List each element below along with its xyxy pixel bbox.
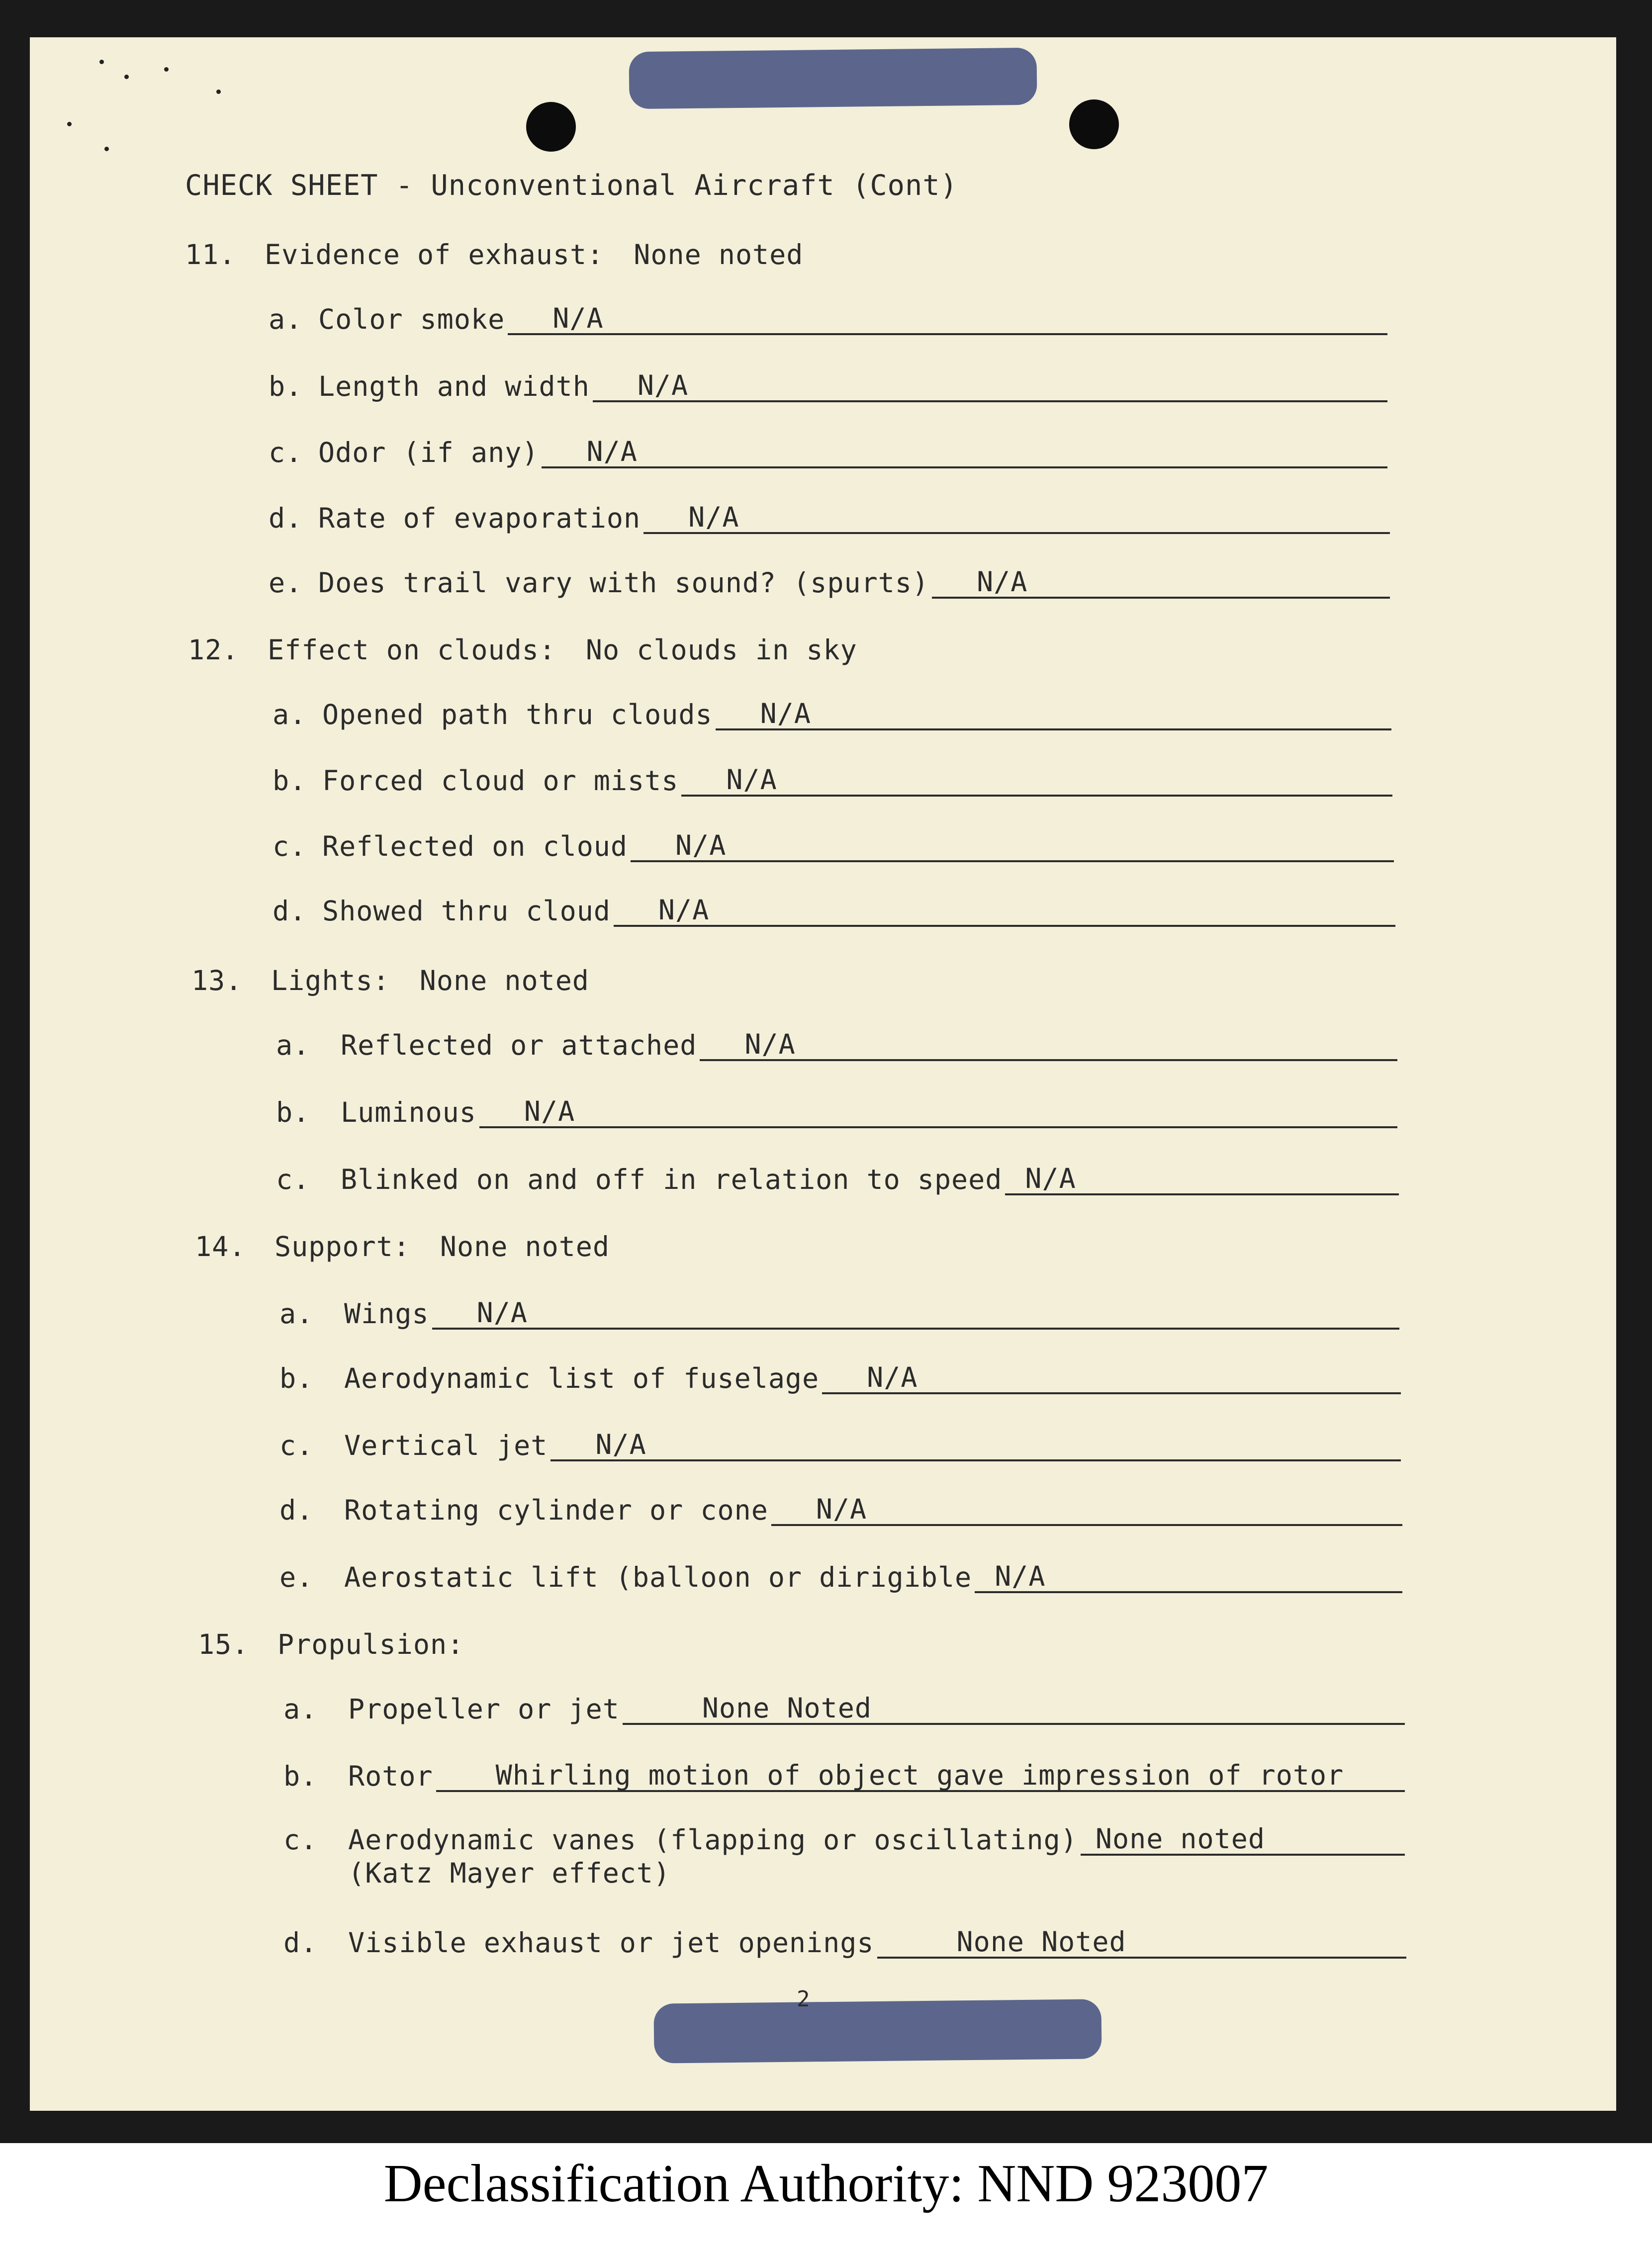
section-label: Evidence of exhaust: bbox=[265, 239, 604, 270]
section-number: 12. bbox=[188, 634, 239, 666]
field-value: N/A bbox=[479, 1098, 1397, 1128]
punch-hole-left bbox=[526, 102, 576, 152]
field-letter: a. bbox=[276, 1029, 310, 1061]
field-letter: c. bbox=[283, 1824, 318, 1856]
section-13-heading bbox=[191, 965, 589, 996]
field-letter: c. bbox=[269, 437, 303, 468]
field-value: None Noted bbox=[623, 1695, 1405, 1725]
document-page bbox=[30, 37, 1616, 2111]
field-label: Aerodynamic vanes (flapping or oscillating) bbox=[348, 1824, 1078, 1856]
field-letter: e. bbox=[279, 1561, 314, 1593]
field-label: Length and width bbox=[318, 370, 590, 402]
field-value: None Noted bbox=[877, 1928, 1407, 1959]
redaction-mark-bottom bbox=[653, 1999, 1101, 2063]
section-12-heading bbox=[188, 634, 857, 666]
section-label: Propulsion: bbox=[277, 1628, 464, 1660]
field-label: Propeller or jet bbox=[348, 1693, 620, 1725]
field-letter: a. bbox=[279, 1298, 314, 1330]
field-value: N/A bbox=[1005, 1165, 1399, 1195]
field-value: None noted bbox=[1081, 1825, 1405, 1856]
field-label: Forced cloud or mists bbox=[322, 765, 679, 797]
field-value: N/A bbox=[614, 897, 1395, 927]
form-field-12a bbox=[273, 699, 1391, 730]
form-field-15a bbox=[283, 1693, 1405, 1725]
form-field-11e bbox=[269, 567, 1390, 599]
section-answer: None noted bbox=[419, 965, 589, 996]
field-letter: c. bbox=[276, 1164, 310, 1195]
field-label: Reflected or attached bbox=[341, 1029, 697, 1061]
field-value: N/A bbox=[432, 1299, 1399, 1330]
field-letter: d. bbox=[283, 1927, 318, 1959]
form-field-15c bbox=[283, 1824, 1405, 1856]
field-value: N/A bbox=[551, 1431, 1401, 1461]
field-label: Blinked on and off in relation to speed bbox=[341, 1164, 1003, 1195]
field-label: Showed thru cloud bbox=[322, 895, 611, 927]
form-field-12b bbox=[273, 765, 1392, 797]
check-sheet-title: CHECK SHEET - Unconventional Aircraft (Cont) bbox=[185, 169, 958, 202]
form-field-14a bbox=[279, 1298, 1399, 1330]
field-label: Visible exhaust or jet openings bbox=[348, 1927, 874, 1959]
section-11-heading bbox=[185, 239, 803, 270]
section-14-heading bbox=[195, 1231, 610, 1262]
field-label: Vertical jet bbox=[344, 1430, 548, 1461]
field-value: N/A bbox=[508, 305, 1387, 335]
field-label: Rotor bbox=[348, 1760, 433, 1792]
field-letter: a. bbox=[283, 1693, 318, 1725]
field-value: N/A bbox=[822, 1364, 1401, 1394]
form-field-11c bbox=[269, 437, 1387, 468]
form-field-13b bbox=[276, 1096, 1397, 1128]
section-number: 14. bbox=[195, 1231, 246, 1262]
field-label: Rate of evaporation bbox=[318, 502, 641, 534]
section-answer: None noted bbox=[440, 1231, 610, 1262]
field-value: N/A bbox=[716, 700, 1391, 730]
section-label: Effect on clouds: bbox=[268, 634, 556, 666]
field-label: Opened path thru clouds bbox=[322, 699, 713, 730]
field-letter: d. bbox=[279, 1494, 314, 1526]
form-field-12d bbox=[273, 895, 1395, 927]
section-answer: None noted bbox=[634, 239, 804, 270]
field-letter: d. bbox=[273, 895, 307, 927]
field-label: Aerostatic lift (balloon or dirigible bbox=[344, 1561, 972, 1593]
field-letter: e. bbox=[269, 567, 303, 599]
field-letter: b. bbox=[273, 765, 307, 797]
field-value: N/A bbox=[681, 766, 1392, 797]
field-value: N/A bbox=[643, 504, 1390, 534]
page-number: 2 bbox=[797, 1986, 810, 2012]
section-label: Support: bbox=[275, 1231, 410, 1262]
section-label: Lights: bbox=[271, 965, 390, 996]
field-value: Whirling motion of object gave impression of rotor bbox=[436, 1762, 1405, 1792]
field-letter: b. bbox=[283, 1760, 318, 1792]
form-field-12c bbox=[273, 830, 1394, 862]
field-value: N/A bbox=[700, 1031, 1397, 1061]
field-value: N/A bbox=[542, 438, 1387, 468]
field-value: N/A bbox=[631, 832, 1394, 862]
field-letter: b. bbox=[269, 370, 303, 402]
form-field-14c bbox=[279, 1430, 1401, 1461]
field-label: Color smoke bbox=[318, 303, 505, 335]
form-field-11a bbox=[269, 303, 1387, 335]
form-field-11d bbox=[269, 502, 1390, 534]
field-value: N/A bbox=[932, 568, 1390, 599]
field-label: Odor (if any) bbox=[318, 437, 539, 468]
field-label: Reflected on cloud bbox=[322, 830, 628, 862]
form-field-14e bbox=[279, 1561, 1402, 1593]
redaction-mark-top bbox=[629, 48, 1037, 109]
form-field-14d bbox=[279, 1494, 1402, 1526]
field-value: N/A bbox=[593, 372, 1387, 402]
form-field-14b bbox=[279, 1362, 1401, 1394]
field-letter: a. bbox=[269, 303, 303, 335]
field-value: N/A bbox=[771, 1496, 1402, 1526]
field-label: Does trail vary with sound? (spurts) bbox=[318, 567, 929, 599]
section-answer: No clouds in sky bbox=[585, 634, 857, 666]
field-letter: c. bbox=[279, 1430, 314, 1461]
field-letter: b. bbox=[276, 1096, 310, 1128]
form-field-15b bbox=[283, 1760, 1405, 1792]
form-field-13c bbox=[276, 1164, 1399, 1195]
punch-hole-right bbox=[1069, 99, 1119, 149]
form-field-13a bbox=[276, 1029, 1397, 1061]
field-label: Rotating cylinder or cone bbox=[344, 1494, 768, 1526]
field-label: Wings bbox=[344, 1298, 429, 1330]
form-field-11b bbox=[269, 370, 1387, 402]
field-letter: a. bbox=[273, 699, 307, 730]
field-letter: c. bbox=[273, 830, 307, 862]
section-number: 15. bbox=[198, 1628, 249, 1660]
form-field-15c-continuation: (Katz Mayer effect) bbox=[348, 1857, 671, 1889]
declassification-footer: Declassification Authority: NND 923007 bbox=[383, 2154, 1269, 2213]
form-field-15d bbox=[283, 1927, 1406, 1959]
section-15-heading bbox=[198, 1628, 464, 1660]
field-letter: b. bbox=[279, 1362, 314, 1394]
section-number: 13. bbox=[191, 965, 243, 996]
section-number: 11. bbox=[185, 239, 236, 270]
field-label: Luminous bbox=[341, 1096, 476, 1128]
field-value: N/A bbox=[975, 1563, 1402, 1593]
field-label: Aerodynamic list of fuselage bbox=[344, 1362, 820, 1394]
field-letter: d. bbox=[269, 502, 303, 534]
